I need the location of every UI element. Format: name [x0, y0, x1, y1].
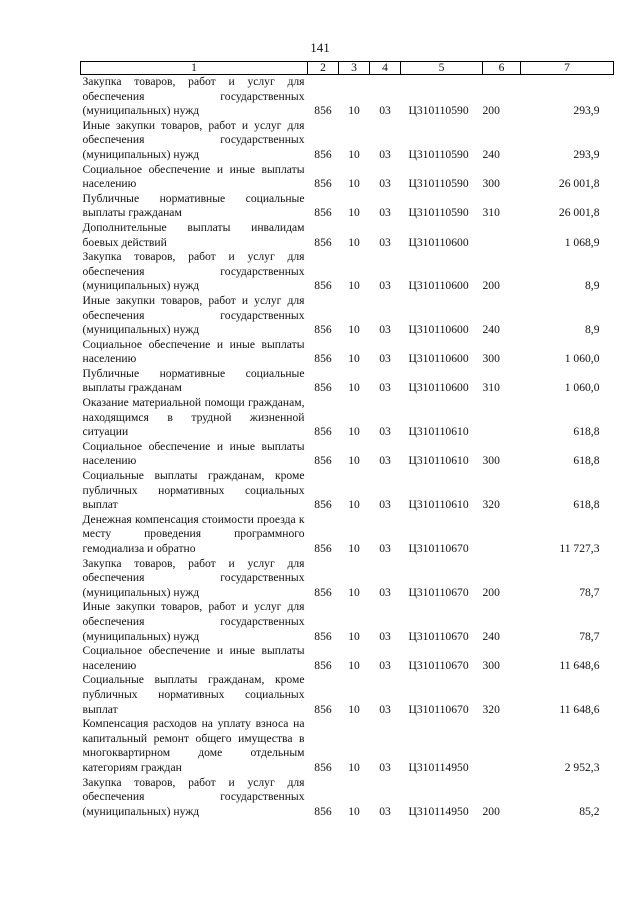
- expense-type-code-cell: 300: [482, 177, 500, 191]
- subsection-code-cell: 03: [379, 585, 391, 599]
- table-header: [81, 62, 614, 75]
- section-code-cell: 10: [348, 585, 360, 599]
- target-article-code-cell: Ц310110590: [408, 206, 469, 220]
- expense-type-code-cell: [483, 717, 521, 775]
- target-article-code-cell: Ц310114950: [408, 804, 469, 818]
- expense-name-cell: Социальное обеспечение и иные выплаты населению: [82, 337, 305, 366]
- table-row: [81, 717, 614, 775]
- amount-cell: 1 060,0: [564, 352, 600, 366]
- ministry-code-cell: 856: [314, 702, 332, 716]
- expense-type-code-cell: [483, 221, 521, 250]
- expense-type-code-cell: [483, 513, 521, 557]
- subsection-code-cell: 03: [379, 542, 391, 555]
- ministry-code-cell: 856: [314, 381, 332, 395]
- section-code-cell: 10: [348, 542, 360, 555]
- section-code-cell: 10: [348, 454, 360, 468]
- expense-name-cell: Денежная компенсация стоимости проезда к месту проведения программного гемодиализа и обратно: [82, 512, 305, 555]
- subsection-code-cell: 03: [379, 206, 391, 220]
- target-article-code-cell: Ц310110590: [408, 147, 469, 161]
- subsection-code-cell: 03: [379, 381, 391, 395]
- subsection-code-cell: 03: [379, 804, 391, 818]
- table-row: [81, 338, 614, 367]
- budget-table: [80, 61, 614, 819]
- table-row: [81, 673, 614, 717]
- ministry-code-cell: 856: [314, 804, 332, 818]
- amount-cell: 8,9: [585, 279, 600, 293]
- expense-name-cell: Оказание материальной помощи гражданам, находящимся в трудной жизненной ситуации: [82, 396, 305, 439]
- expense-type-code-cell: 240: [482, 629, 500, 643]
- table-row: [81, 557, 614, 601]
- table-row: [81, 440, 614, 469]
- amount-cell: 618,8: [573, 454, 600, 468]
- table-row: [81, 119, 614, 163]
- amount-cell: 1 060,0: [564, 381, 600, 395]
- section-code-cell: 10: [348, 104, 360, 118]
- expense-type-code-cell: 320: [482, 498, 500, 512]
- target-article-code-cell: Ц310110600: [408, 279, 469, 293]
- target-article-code-cell: Ц310110590: [408, 104, 469, 118]
- page-number: 141: [310, 40, 330, 55]
- header-cell-4: 4: [370, 62, 401, 75]
- header-cell-1: 1: [81, 62, 308, 75]
- subsection-code-cell: 03: [379, 454, 391, 468]
- ministry-code-cell: 856: [314, 585, 332, 599]
- target-article-code-cell: Ц310110670: [408, 629, 469, 643]
- expense-type-code-cell: 240: [482, 323, 500, 337]
- target-article-code-cell: Ц310110610: [408, 425, 469, 439]
- amount-cell: 293,9: [573, 147, 600, 161]
- subsection-code-cell: 03: [379, 352, 391, 366]
- section-code-cell: 10: [348, 177, 360, 191]
- table-row: [81, 294, 614, 338]
- expense-type-code-cell: 310: [482, 206, 500, 220]
- expense-name-cell: Социальное обеспечение и иные выплаты населению: [82, 439, 305, 468]
- table-row: [81, 367, 614, 396]
- expense-name-cell: Социальные выплаты гражданам, кроме публичных нормативных социальных выплат: [82, 673, 305, 716]
- section-code-cell: 10: [348, 235, 360, 249]
- amount-cell: 85,2: [579, 804, 600, 818]
- target-article-code-cell: Ц310110670: [408, 585, 469, 599]
- subsection-code-cell: 03: [379, 629, 391, 643]
- expense-name-cell: Публичные нормативные социальные выплаты гражданам: [82, 191, 305, 220]
- ministry-code-cell: 856: [314, 658, 332, 672]
- ministry-code-cell: 856: [314, 206, 332, 220]
- expense-name-cell: Компенсация расходов на уплату взноса на капитальный ремонт общего имущества в многоквартирном доме отдельным категориям граждан: [82, 717, 305, 774]
- header-row: [81, 62, 614, 75]
- expense-name-cell: Закупка товаров, работ и услуг для обеспечения государственных (муниципальных) нужд: [82, 556, 305, 599]
- subsection-code-cell: 03: [379, 235, 391, 249]
- expense-type-code-cell: [483, 396, 521, 440]
- subsection-code-cell: 03: [379, 425, 391, 439]
- subsection-code-cell: 03: [379, 177, 391, 191]
- ministry-code-cell: 856: [314, 498, 332, 512]
- expense-type-code-cell: 200: [482, 804, 500, 818]
- expense-name-cell: Социальное обеспечение и иные выплаты населению: [82, 162, 305, 191]
- amount-cell: 78,7: [579, 629, 600, 643]
- ministry-code-cell: 856: [314, 425, 332, 439]
- section-code-cell: 10: [348, 702, 360, 716]
- section-code-cell: 10: [348, 658, 360, 672]
- amount-cell: 11 648,6: [559, 658, 600, 672]
- section-code-cell: 10: [348, 760, 360, 774]
- target-article-code-cell: Ц310110670: [408, 702, 469, 716]
- subsection-code-cell: 03: [379, 147, 391, 161]
- expense-name-cell: Закупка товаров, работ и услуг для обеспечения государственных (муниципальных) нужд: [82, 250, 305, 293]
- target-article-code-cell: Ц310110670: [408, 542, 469, 555]
- subsection-code-cell: 03: [379, 658, 391, 672]
- ministry-code-cell: 856: [314, 760, 332, 774]
- ministry-code-cell: 856: [314, 279, 332, 293]
- section-code-cell: 10: [348, 381, 360, 395]
- expense-name-cell: Закупка товаров, работ и услуг для обеспечения государственных (муниципальных) нужд: [82, 75, 305, 118]
- section-code-cell: 10: [348, 147, 360, 161]
- expense-type-code-cell: 310: [482, 381, 500, 395]
- table-row: [81, 163, 614, 192]
- amount-cell: 26 001,8: [558, 206, 600, 220]
- table-row: [81, 600, 614, 644]
- amount-cell: 618,8: [573, 498, 600, 512]
- amount-cell: 2 952,3: [564, 760, 600, 774]
- header-cell-7: 7: [521, 62, 614, 75]
- expense-type-code-cell: 200: [482, 279, 500, 293]
- ministry-code-cell: 856: [314, 323, 332, 337]
- section-code-cell: 10: [348, 206, 360, 220]
- subsection-code-cell: 03: [379, 323, 391, 337]
- table-row: [81, 396, 614, 440]
- table-row: [81, 776, 614, 820]
- table-row: [81, 192, 614, 221]
- header-cell-3: 3: [339, 62, 370, 75]
- amount-cell: 1 068,9: [564, 235, 600, 249]
- subsection-code-cell: 03: [379, 702, 391, 716]
- amount-cell: 293,9: [573, 104, 600, 118]
- expense-name-cell: Иные закупки товаров, работ и услуг для обеспечения государственных (муниципальных) нужд: [82, 118, 305, 161]
- expense-type-code-cell: 240: [482, 147, 500, 161]
- section-code-cell: 10: [348, 629, 360, 643]
- table-body: [81, 75, 614, 820]
- expense-name-cell: Дополнительные выплаты инвалидам боевых действий: [82, 220, 305, 249]
- expense-type-code-cell: 320: [482, 702, 500, 716]
- section-code-cell: 10: [348, 804, 360, 818]
- table-row: [81, 75, 614, 119]
- subsection-code-cell: 03: [379, 760, 391, 774]
- target-article-code-cell: Ц310110600: [408, 235, 469, 249]
- ministry-code-cell: 856: [314, 352, 332, 366]
- section-code-cell: 10: [348, 425, 360, 439]
- expense-name-cell: Социальные выплаты гражданам, кроме публичных нормативных социальных выплат: [82, 469, 305, 512]
- expense-name-cell: Закупка товаров, работ и услуг для обеспечения государственных (муниципальных) нужд: [82, 775, 305, 818]
- table-row: [81, 513, 614, 557]
- amount-cell: 78,7: [579, 585, 600, 599]
- ministry-code-cell: 856: [314, 235, 332, 249]
- expense-name-cell: Иные закупки товаров, работ и услуг для обеспечения государственных (муниципальных) нужд: [82, 293, 305, 337]
- amount-cell: 26 001,8: [558, 177, 600, 191]
- subsection-code-cell: 03: [379, 498, 391, 512]
- ministry-code-cell: 856: [314, 147, 332, 161]
- amount-cell: 8,9: [585, 323, 600, 337]
- target-article-code-cell: Ц310114950: [408, 760, 469, 774]
- expense-type-code-cell: 300: [482, 658, 500, 672]
- section-code-cell: 10: [348, 498, 360, 512]
- section-code-cell: 10: [348, 279, 360, 293]
- ministry-code-cell: 856: [314, 177, 332, 191]
- subsection-code-cell: 03: [379, 279, 391, 293]
- ministry-code-cell: 856: [314, 629, 332, 643]
- ministry-code-cell: 856: [314, 542, 332, 555]
- target-article-code-cell: Ц310110600: [408, 352, 469, 366]
- expense-type-code-cell: 300: [482, 454, 500, 468]
- expense-name-cell: Публичные нормативные социальные выплаты гражданам: [82, 366, 305, 395]
- header-cell-5: 5: [401, 62, 483, 75]
- amount-cell: 618,8: [573, 425, 600, 439]
- expense-name-cell: Иные закупки товаров, работ и услуг для обеспечения государственных (муниципальных) нужд: [82, 600, 305, 643]
- target-article-code-cell: Ц310110670: [408, 658, 469, 672]
- target-article-code-cell: Ц310110610: [408, 454, 469, 468]
- amount-cell: 11 727,3: [559, 542, 600, 555]
- section-code-cell: 10: [348, 323, 360, 337]
- ministry-code-cell: 856: [314, 454, 332, 468]
- expense-type-code-cell: 200: [482, 585, 500, 599]
- expense-type-code-cell: 300: [482, 352, 500, 366]
- table-row: [81, 469, 614, 513]
- header-cell-6: 6: [483, 62, 521, 75]
- target-article-code-cell: Ц310110600: [408, 381, 469, 395]
- header-cell-2: 2: [308, 62, 339, 75]
- table-row: [81, 250, 614, 294]
- target-article-code-cell: Ц310110590: [408, 177, 469, 191]
- section-code-cell: 10: [348, 352, 360, 366]
- amount-cell: 11 648,6: [559, 702, 600, 716]
- ministry-code-cell: 856: [314, 104, 332, 118]
- expense-type-code-cell: 200: [482, 104, 500, 118]
- target-article-code-cell: Ц310110600: [408, 323, 469, 337]
- table-row: [81, 221, 614, 250]
- table-row: [81, 644, 614, 673]
- expense-name-cell: Социальное обеспечение и иные выплаты населению: [82, 644, 305, 672]
- subsection-code-cell: 03: [379, 104, 391, 118]
- target-article-code-cell: Ц310110610: [408, 498, 469, 512]
